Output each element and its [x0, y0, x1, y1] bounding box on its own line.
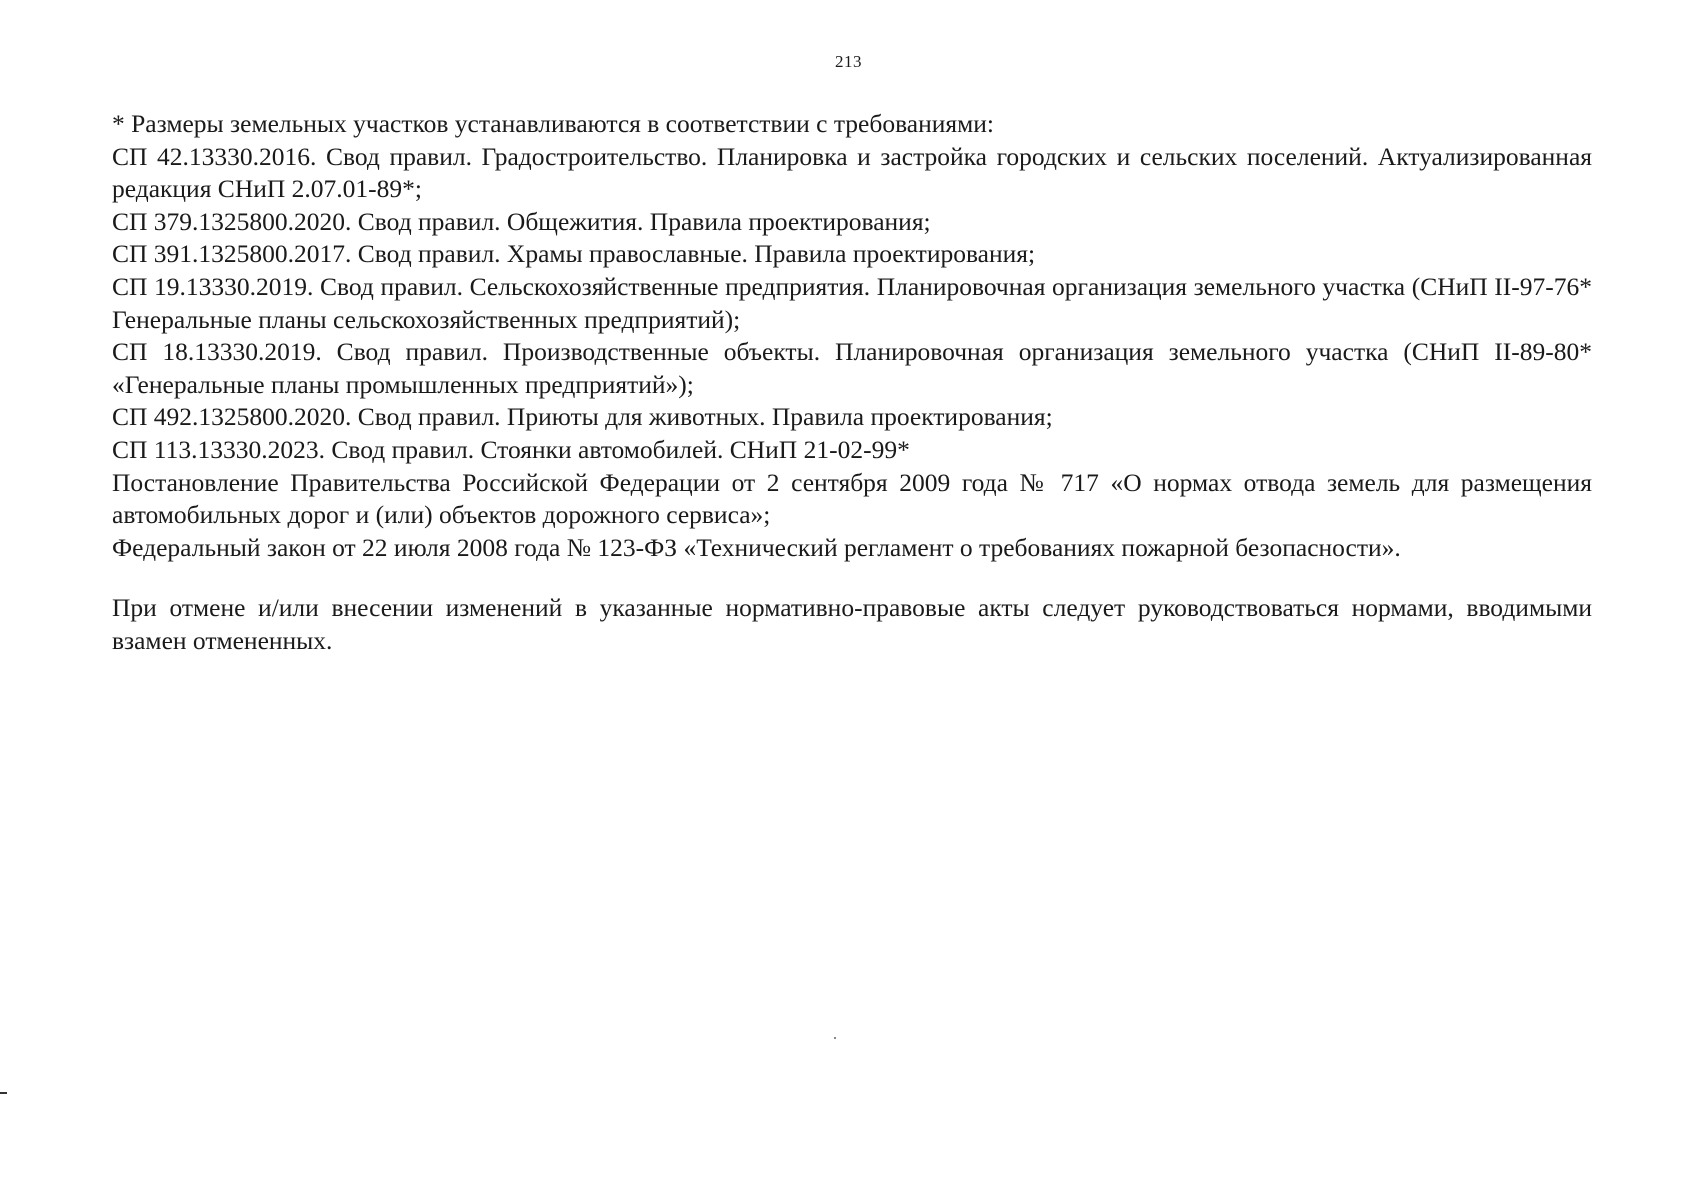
regulation-line: СП 391.1325800.2017. Свод правил. Храмы православные. Правила проектирования; — [112, 239, 1036, 269]
amendment-note: При отмене и/или внесении изменений в указанные нормативно-правовые акты следует руководствоваться нормами, вводимыми взамен отмененных. — [112, 593, 1592, 655]
scan-dot-mark — [834, 1037, 836, 1039]
regulation-line: СП 492.1325800.2020. Свод правил. Приюты для животных. Правила проектирования; — [112, 402, 1053, 432]
regulation-line: СП 379.1325800.2020. Свод правил. Общежития. Правила проектирования; — [112, 206, 931, 236]
regulation-line: Федеральный закон от 22 июля 2008 года № 123-ФЗ «Технический регламент о требованиях пожарной безопасности». — [112, 532, 1401, 562]
regulation-line: СП 18.13330.2019. Свод правил. Производственные объекты. Планировочная организация земельного участка (СНиП II-89-80* «Генеральные планы промышленных предприятий»); — [112, 337, 1592, 399]
regulation-line: СП 113.13330.2023. Свод правил. Стоянки автомобилей. СНиП 21-02-99* — [112, 434, 910, 464]
document-body — [112, 108, 1592, 658]
regulation-line: Постановление Правительства Российской Федерации от 2 сентября 2009 года № 717 «О нормах отвода земель для размещения автомобильных дорог и (или) объектов дорожного сервиса»; — [112, 467, 1592, 530]
paragraph-gap — [112, 564, 1592, 592]
scan-edge-mark — [0, 1092, 7, 1094]
regulation-line: СП 19.13330.2019. Свод правил. Сельскохозяйственные предприятия. Планировочная организация земельного участка (СНиП II-97-76* Генеральные планы сельскохозяйственных предприятий); — [112, 271, 1592, 334]
requirements-intro: * Размеры земельных участков устанавливаются в соответствии с требованиями: — [112, 109, 994, 138]
regulation-line: СП 42.13330.2016. Свод правил. Градостроительство. Планировка и застройка городских и сельских поселений. Актуализированная редакция СНиП 2.07.01-89*; — [112, 141, 1592, 204]
page-number: 213 — [835, 52, 862, 71]
